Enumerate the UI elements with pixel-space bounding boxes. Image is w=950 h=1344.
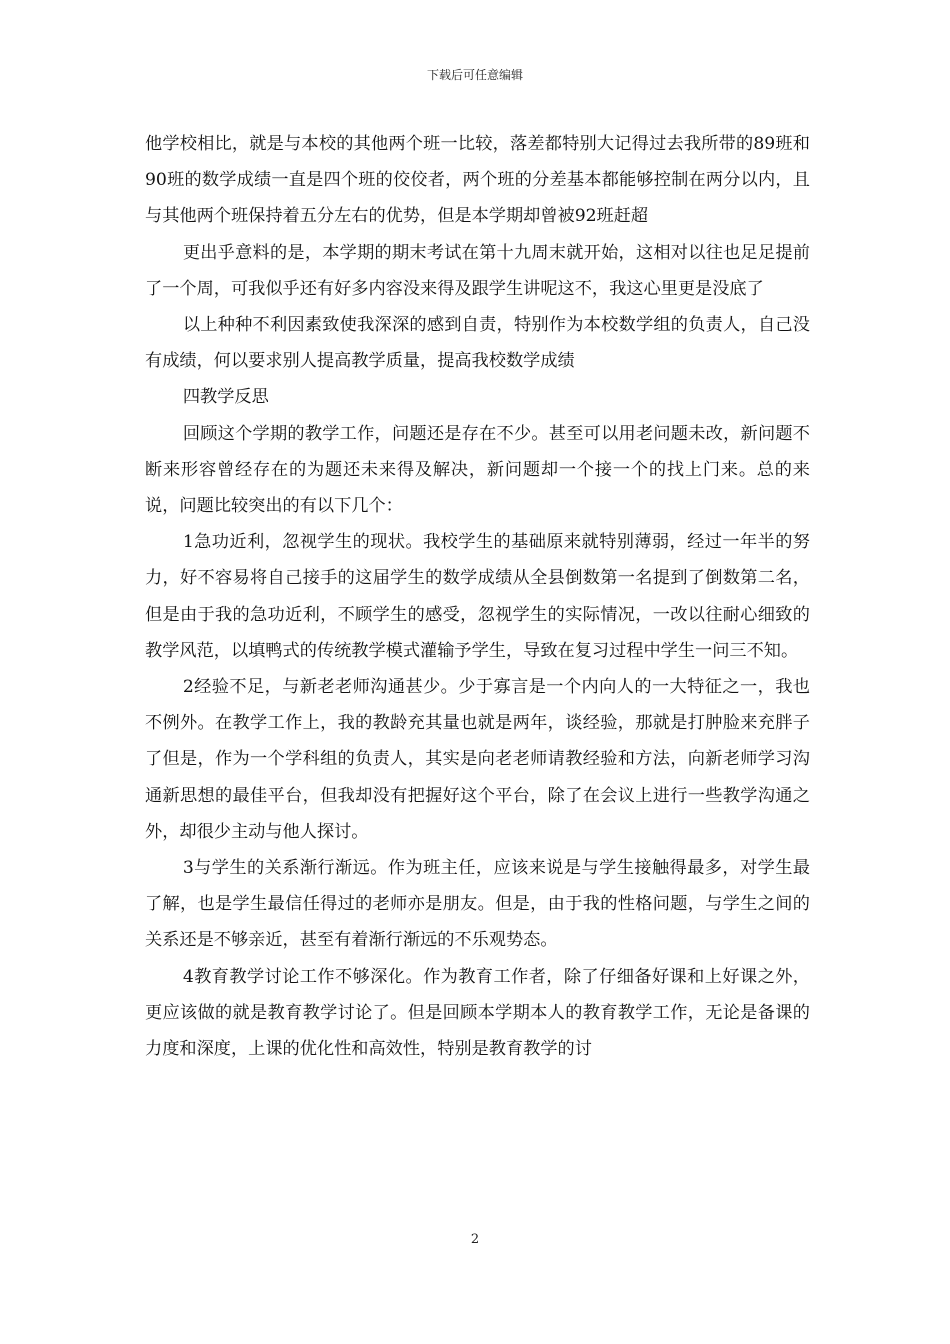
page-header: 下载后可任意编辑 (426, 68, 523, 82)
paragraph: 1急功近利，忽视学生的现状。我校学生的基础原来就特别薄弱，经过一年半的努力，好不容易将自己接手的这届学生的数学成绩从全县倒数第一名提到了倒数第二名，但是由于我的急功近利，不顾学生的感受，忽视学生的实际情况，一改以往耐心细致的教学风范，以填鸭式的传统教学模式灌输予学生，导致在复习过程中学生一问三不知。 (145, 532, 810, 661)
page-number: 2 (470, 1232, 480, 1247)
paragraph: 他学校相比，就是与本校的其他两个班一比较，落差都特别大记得过去我所带的89班和90班的数学成绩一直是四个班的佼佼者，两个班的分差基本都能够控制在两分以内，且与其他两个班保持着五分左右的优势，但是本学期却曾被92班赶超 (145, 134, 810, 227)
paragraph: 2经验不足，与新老老师沟通甚少。少于寡言是一个内向人的一大特征之一，我也不例外。在教学工作上，我的教龄充其量也就是两年，谈经验，那就是打肿脸来充胖子了但是，作为一个学科组的负责人，其实是向老老师请教经验和方法，向新老师学习沟通新思想的最佳平台，但我却没有把握好这个平台，除了在会议上进行一些教学沟通之外，却很少主动与他人探讨。 (145, 677, 810, 842)
body-text (145, 126, 810, 1067)
paragraph: 3与学生的关系渐行渐远。作为班主任，应该来说是与学生接触得最多，对学生最了解，也是学生最信任得过的老师亦是朋友。但是，由于我的性格问题，与学生之间的关系还是不够亲近，甚至有着渐行渐远的不乐观势态。 (145, 858, 810, 951)
paragraph: 4教育教学讨论工作不够深化。作为教育工作者，除了仔细备好课和上好课之外，更应该做的就是教育教学讨论了。但是回顾本学期本人的教育教学工作，无论是备课的力度和深度，上课的优化性和高效性，特别是教育教学的讨 (145, 966, 810, 1060)
paragraph: 以上种种不利因素致使我深深的感到自责，特别作为本校数学组的负责人，自己没有成绩，何以要求别人提高教学质量，提高我校数学成绩 (145, 315, 810, 372)
paragraph: 回顾这个学期的教学工作，问题还是存在不少。甚至可以用老问题未改，新问题不断来形容曾经存在的为题还未来得及解决，新问题却一个接一个的找上门来。总的来说，问题比较突出的有以下几个： (145, 423, 810, 517)
section-heading: 四教学反思 (182, 387, 269, 408)
paragraph: 更出乎意料的是，本学期的期末考试在第十九周末就开始，这相对以往也足足提前了一个周，可我似乎还有好多内容没来得及跟学生讲呢这不，我这心里更是没底了 (145, 242, 810, 299)
